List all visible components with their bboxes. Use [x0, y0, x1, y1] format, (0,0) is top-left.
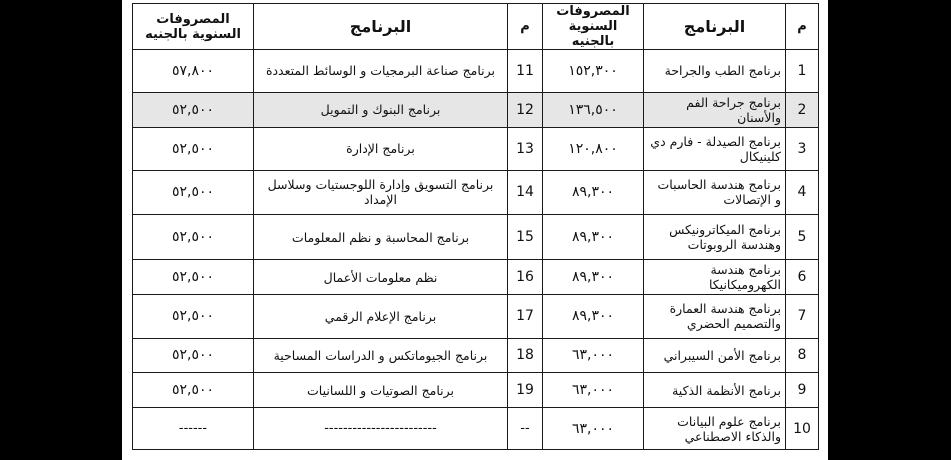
program-name: برنامج هندسة الكهروميكانيكا: [644, 259, 786, 294]
program-name: برنامج صناعة البرمجيات و الوسائط المتعددة: [254, 50, 508, 93]
table-row: [133, 170, 819, 215]
program-name: برنامج الإدارة: [254, 127, 508, 170]
program-name: برنامج الصيدلة - فارم دي كلينيكال: [644, 127, 786, 170]
table-row: [133, 92, 819, 127]
program-name: برنامج الميكاترونيكس وهندسة الروبوتات: [644, 215, 786, 260]
header-num-right: م: [786, 4, 819, 50]
program-name: برنامج التسويق وإدارة اللوجستيات وسلاسل الإمداد: [254, 170, 508, 215]
row-num: 7: [786, 295, 819, 339]
table-row: [133, 295, 819, 339]
program-fee: ٨٩,٣٠٠: [543, 215, 644, 260]
program-fee: ٦٣,٠٠٠: [543, 338, 644, 372]
header-num-left: م: [508, 4, 543, 50]
program-fee: ٨٩,٣٠٠: [543, 170, 644, 215]
program-fee: ١٢٠,٨٠٠: [543, 127, 644, 170]
program-fee: ٥٢,٥٠٠: [133, 127, 254, 170]
row-num: 2: [786, 92, 819, 127]
program-name: برنامج الأنظمة الذكية: [644, 373, 786, 408]
program-name: برنامج الطب والجراحة: [644, 50, 786, 93]
document-sheet: [122, 0, 828, 460]
row-num: 1: [786, 50, 819, 93]
row-num: 10: [786, 408, 819, 450]
program-fee: ٥٧,٨٠٠: [133, 50, 254, 93]
program-name: برنامج هندسة العمارة والتصميم الحضري: [644, 295, 786, 339]
program-name: برنامج المحاسبة و نظم المعلومات: [254, 215, 508, 260]
row-num: 4: [786, 170, 819, 215]
program-name: نظم معلومات الأعمال: [254, 259, 508, 294]
program-name: برنامج علوم البيانات والذكاء الاصطناعي: [644, 408, 786, 450]
program-fee: ١٣٦,٥٠٠: [543, 92, 644, 127]
header-row: [133, 4, 819, 50]
row-num: 11: [508, 50, 543, 93]
program-name: برنامج الإعلام الرقمي: [254, 295, 508, 339]
row-num: 17: [508, 295, 543, 339]
fees-table: [132, 3, 819, 450]
row-num: 9: [786, 373, 819, 408]
program-fee: ٥٢,٥٠٠: [133, 170, 254, 215]
row-num: 5: [786, 215, 819, 260]
table-row: [133, 338, 819, 372]
row-num: 12: [508, 92, 543, 127]
header-program-right: البرنامج: [644, 4, 786, 50]
table-row: [133, 408, 819, 450]
program-fee: ٦٣,٠٠٠: [543, 373, 644, 408]
header-fees-left: المصروفات السنوية بالجنيه: [133, 4, 254, 50]
program-fee: ١٥٢,٣٠٠: [543, 50, 644, 93]
program-fee: ٦٣,٠٠٠: [543, 408, 644, 450]
row-num: 3: [786, 127, 819, 170]
program-name: برنامج جراحة الفم والأسنان: [644, 92, 786, 127]
row-num: 6: [786, 259, 819, 294]
row-num: 16: [508, 259, 543, 294]
program-fee: ٥٢,٥٠٠: [133, 215, 254, 260]
row-num: 19: [508, 373, 543, 408]
row-num: --: [508, 408, 543, 450]
header-fees-right: المصروفات السنوية بالجنيه: [543, 4, 644, 50]
program-name: برنامج الأمن السيبراني: [644, 338, 786, 372]
program-fee: ٨٩,٣٠٠: [543, 259, 644, 294]
program-fee: ٥٢,٥٠٠: [133, 92, 254, 127]
program-name: برنامج الصوتيات و اللسانيات: [254, 373, 508, 408]
program-name: برنامج هندسة الحاسبات و الإتصالات: [644, 170, 786, 215]
program-name: برنامج البنوك و التمويل: [254, 92, 508, 127]
program-fee: ------: [133, 408, 254, 450]
header-program-left: البرنامج: [254, 4, 508, 50]
program-fee: ٥٢,٥٠٠: [133, 295, 254, 339]
program-fee: ٥٢,٥٠٠: [133, 259, 254, 294]
table-row: [133, 259, 819, 294]
row-num: 14: [508, 170, 543, 215]
program-fee: ٨٩,٣٠٠: [543, 295, 644, 339]
row-num: 15: [508, 215, 543, 260]
program-name: ------------------------: [254, 408, 508, 450]
row-num: 13: [508, 127, 543, 170]
program-fee: ٥٢,٥٠٠: [133, 373, 254, 408]
program-fee: ٥٢,٥٠٠: [133, 338, 254, 372]
table-row: [133, 215, 819, 260]
program-name: برنامج الجيوماتكس و الدراسات المساحية: [254, 338, 508, 372]
table-row: [133, 127, 819, 170]
row-num: 18: [508, 338, 543, 372]
table-row: [133, 373, 819, 408]
table-row: [133, 50, 819, 93]
row-num: 8: [786, 338, 819, 372]
